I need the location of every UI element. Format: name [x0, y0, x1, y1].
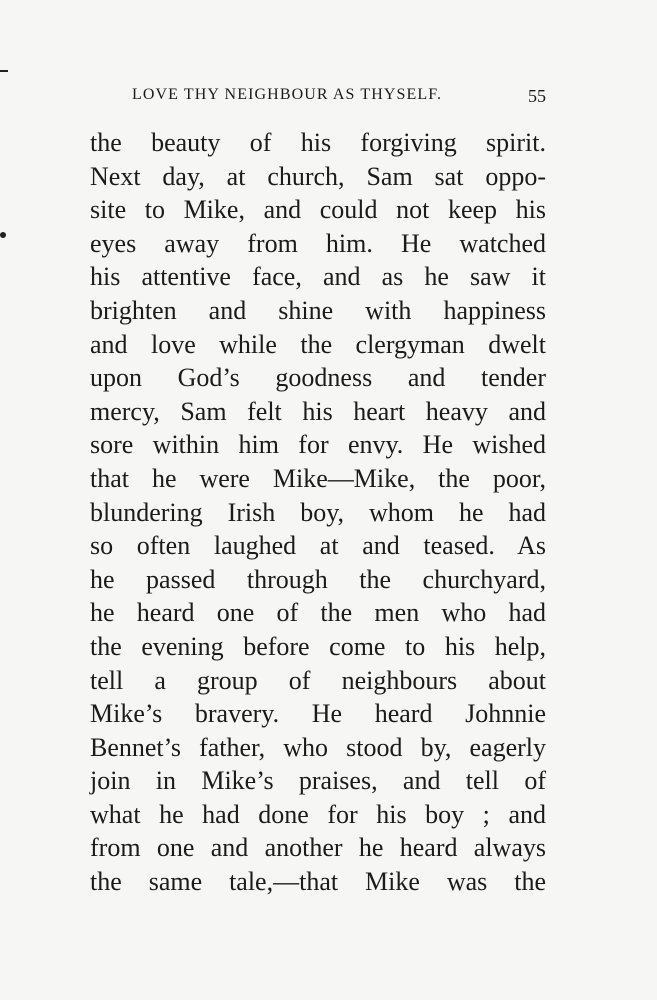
text-line: upon God’s goodness and tender: [90, 363, 546, 393]
text-line: and love while the clergyman dwelt: [90, 329, 546, 359]
text-line: site to Mike, and could not keep his: [90, 195, 546, 225]
text-line: eyes away from him. He watched: [90, 228, 546, 258]
text-line: mercy, Sam felt his heart heavy and: [90, 396, 546, 426]
text-line: brighten and shine with happiness: [90, 295, 546, 325]
margin-dot: [0, 232, 6, 238]
text-line: Bennet’s father, who stood by, eagerly: [90, 732, 546, 762]
text-line: Next day, at church, Sam sat oppo-: [90, 161, 546, 191]
page-header: [132, 86, 546, 110]
text-line: he heard one of the men who had: [90, 598, 546, 628]
text-line: that he were Mike—Mike, the poor,: [90, 463, 546, 493]
text-line: sore within him for envy. He wished: [90, 430, 546, 460]
text-line: what he had done for his boy ; and: [90, 799, 546, 829]
text-line: blundering Irish boy, whom he had: [90, 497, 546, 527]
text-line: the evening before come to his help,: [90, 631, 546, 661]
text-line: the beauty of his forgiving spirit.: [90, 128, 546, 157]
text-line: from one and another he heard always: [90, 833, 546, 863]
text-line: tell a group of neighbours about: [90, 665, 546, 695]
text-line: his attentive face, and as he saw it: [90, 262, 546, 292]
running-title: LOVE THY NEIGHBOUR AS THYSELF.: [132, 86, 443, 103]
text-line: he passed through the churchyard,: [90, 564, 546, 594]
page-number: 55: [528, 86, 546, 106]
text-line: Mike’s bravery. He heard Johnnie: [90, 699, 546, 729]
margin-mark: [0, 70, 8, 72]
text-line: join in Mike’s praises, and tell of: [90, 766, 546, 796]
body-text: [90, 126, 546, 899]
text-line: the same tale,—that Mike was the: [90, 867, 546, 897]
text-line: so often laughed at and teased. As: [90, 531, 546, 561]
